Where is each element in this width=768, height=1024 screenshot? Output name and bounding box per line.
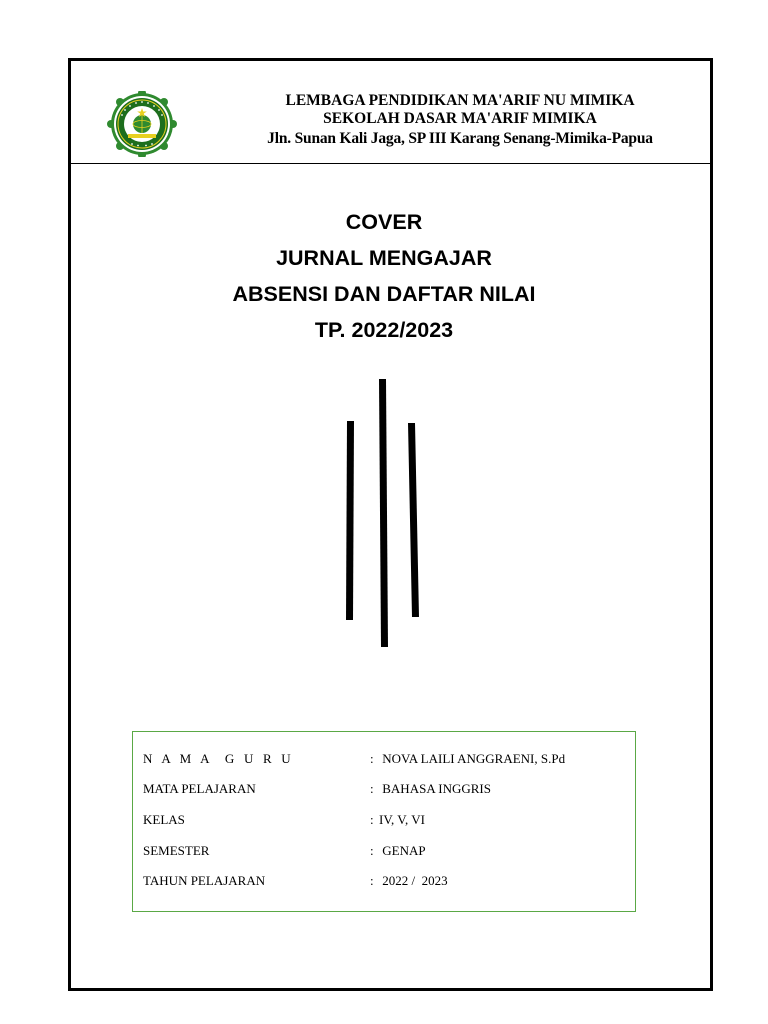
info-value: IV, V, VI xyxy=(379,812,426,827)
info-row-subject xyxy=(143,781,623,801)
info-colon: : xyxy=(370,873,374,888)
left-bar xyxy=(346,421,354,620)
teacher-info-box xyxy=(132,731,636,912)
info-label: MATA PELAJARAN xyxy=(143,781,256,796)
info-row-academic-year xyxy=(143,873,623,893)
title-line-2: JURNAL MENGAJAR xyxy=(276,246,492,270)
info-value: 2022 / 2023 xyxy=(379,873,448,888)
info-label: TAHUN PELAJARAN xyxy=(143,873,266,888)
letterhead xyxy=(200,92,720,150)
info-label: N A M A G U R U xyxy=(143,751,294,766)
info-row-class xyxy=(143,812,623,832)
cover-title xyxy=(68,204,700,348)
institution-name: LEMBAGA PENDIDIKAN MA'ARIF NU MIMIKA xyxy=(285,92,635,109)
info-value: BAHASA INGGRIS xyxy=(379,781,491,796)
school-name: SEKOLAH DASAR MA'ARIF MIMIKA xyxy=(323,110,597,127)
info-colon: : xyxy=(370,751,374,766)
info-colon: : xyxy=(370,781,374,796)
info-value: NOVA LAILI ANGGRAENI, S.Pd xyxy=(379,751,566,766)
info-label: SEMESTER xyxy=(143,843,210,858)
title-line-1: COVER xyxy=(345,210,423,234)
header-divider xyxy=(68,163,713,164)
info-label: KELAS xyxy=(143,812,185,827)
title-line-3: ABSENSI DAN DAFTAR NILAI xyxy=(232,282,536,306)
school-address: Jln. Sunan Kali Jaga, SP III Karang Senang-Mimika-Papua xyxy=(267,130,653,147)
info-value: GENAP xyxy=(379,843,426,858)
right-bar xyxy=(408,423,419,617)
title-line-4: TP. 2022/2023 xyxy=(314,318,454,342)
info-row-teacher-name xyxy=(143,751,623,771)
info-colon: : xyxy=(370,843,374,858)
center-bar xyxy=(379,379,388,647)
three-vertical-bars-icon xyxy=(330,370,440,660)
nu-school-seal-icon xyxy=(103,91,181,157)
info-row-semester xyxy=(143,843,623,863)
info-colon: : xyxy=(370,812,374,827)
